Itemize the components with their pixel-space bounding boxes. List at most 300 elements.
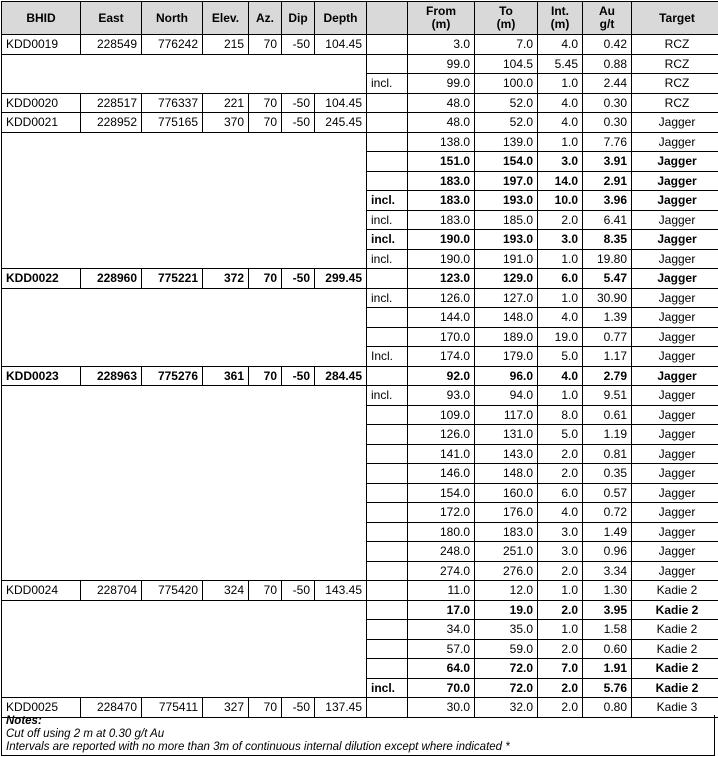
cell-incl [367, 425, 408, 445]
cell-depth [315, 522, 367, 542]
cell-dip [282, 132, 315, 152]
cell-east: 228960 [81, 269, 142, 289]
table-row [2, 620, 718, 640]
cell-az [249, 542, 282, 562]
cell-from: 183.0 [408, 171, 475, 191]
cell-target: Jagger [632, 444, 718, 464]
cell-from: 144.0 [408, 308, 475, 328]
cell-int: 4.0 [538, 35, 583, 55]
cell-dip [282, 425, 315, 445]
cell-elev [203, 152, 249, 172]
cell-int: 2.0 [538, 678, 583, 698]
cell-from: 48.0 [408, 113, 475, 133]
cell-int: 4.0 [538, 308, 583, 328]
cell-from: 126.0 [408, 425, 475, 445]
cell-from: 30.0 [408, 698, 475, 718]
cell-az [249, 522, 282, 542]
cell-int: 14.0 [538, 171, 583, 191]
cell-to: 185.0 [475, 210, 538, 230]
cell-au: 30.90 [583, 288, 632, 308]
cell-from: 17.0 [408, 600, 475, 620]
cell-int: 5.45 [538, 54, 583, 74]
cell-target: Jagger [632, 269, 718, 289]
cell-to: 148.0 [475, 308, 538, 328]
table-row [2, 581, 718, 601]
cell-elev: 324 [203, 581, 249, 601]
cell-az [249, 308, 282, 328]
cell-from: 183.0 [408, 210, 475, 230]
table-row [2, 35, 718, 55]
cell-depth [315, 561, 367, 581]
cell-bhid: KDD0022 [2, 269, 81, 289]
cell-int: 1.0 [538, 620, 583, 640]
cell-incl: Incl. [367, 347, 408, 367]
cell-to: 52.0 [475, 113, 538, 133]
cell-az [249, 191, 282, 211]
cell-depth: 104.45 [315, 35, 367, 55]
cell-to: 193.0 [475, 230, 538, 250]
cell-dip [282, 561, 315, 581]
cell-from: 64.0 [408, 659, 475, 679]
cell-north [142, 191, 203, 211]
header-to-line2: (m) [496, 17, 516, 31]
cell-from: 99.0 [408, 74, 475, 94]
cell-east [81, 210, 142, 230]
cell-depth: 299.45 [315, 269, 367, 289]
cell-au: 0.96 [583, 542, 632, 562]
cell-dip [282, 347, 315, 367]
header-to [475, 2, 538, 35]
cell-au: 0.30 [583, 93, 632, 113]
cell-depth [315, 639, 367, 659]
cell-az [249, 464, 282, 484]
cell-au: 0.57 [583, 483, 632, 503]
cell-elev: 370 [203, 113, 249, 133]
header-au-line1: Au [599, 4, 615, 18]
cell-dip [282, 230, 315, 250]
table-row [2, 327, 718, 347]
cell-dip [282, 288, 315, 308]
cell-az: 70 [249, 35, 282, 55]
cell-east: 228704 [81, 581, 142, 601]
cell-elev [203, 54, 249, 74]
cell-dip: -50 [282, 366, 315, 386]
cell-az: 70 [249, 113, 282, 133]
cell-target: Jagger [632, 483, 718, 503]
cell-au: 0.30 [583, 113, 632, 133]
cell-north [142, 288, 203, 308]
cell-az [249, 54, 282, 74]
cell-north [142, 639, 203, 659]
cell-bhid [2, 659, 81, 679]
cell-incl: incl. [367, 191, 408, 211]
table-row [2, 639, 718, 659]
cell-east: 228963 [81, 366, 142, 386]
cell-incl [367, 366, 408, 386]
cell-target: Kadie 2 [632, 659, 718, 679]
cell-elev: 327 [203, 698, 249, 718]
cell-depth [315, 54, 367, 74]
cell-az [249, 327, 282, 347]
cell-depth [315, 542, 367, 562]
cell-north [142, 210, 203, 230]
cell-incl [367, 269, 408, 289]
cell-depth [315, 230, 367, 250]
cell-east [81, 327, 142, 347]
cell-to: 143.0 [475, 444, 538, 464]
cell-incl: incl. [367, 288, 408, 308]
cell-int: 3.0 [538, 230, 583, 250]
cell-au: 5.76 [583, 678, 632, 698]
cell-from: 93.0 [408, 386, 475, 406]
cell-to: 160.0 [475, 483, 538, 503]
cell-au: 1.30 [583, 581, 632, 601]
cell-au: 1.39 [583, 308, 632, 328]
table-row [2, 54, 718, 74]
cell-elev [203, 503, 249, 523]
cell-elev [203, 464, 249, 484]
cell-dip [282, 483, 315, 503]
cell-from: 57.0 [408, 639, 475, 659]
cell-from: 183.0 [408, 191, 475, 211]
cell-depth [315, 210, 367, 230]
cell-au: 0.88 [583, 54, 632, 74]
cell-bhid [2, 308, 81, 328]
cell-bhid [2, 132, 81, 152]
cell-int: 8.0 [538, 405, 583, 425]
cell-au: 2.79 [583, 366, 632, 386]
cell-to: 193.0 [475, 191, 538, 211]
cell-to: 94.0 [475, 386, 538, 406]
cell-north [142, 152, 203, 172]
cell-east [81, 132, 142, 152]
cell-elev [203, 132, 249, 152]
cell-north [142, 620, 203, 640]
cell-dip: -50 [282, 113, 315, 133]
cell-au: 1.91 [583, 659, 632, 679]
cell-depth: 137.45 [315, 698, 367, 718]
header-from-line1: From [426, 4, 456, 18]
cell-dip: -50 [282, 698, 315, 718]
cell-bhid: KDD0019 [2, 35, 81, 55]
cell-az [249, 386, 282, 406]
cell-depth [315, 678, 367, 698]
cell-to: 191.0 [475, 249, 538, 269]
cell-elev [203, 561, 249, 581]
cell-target: Jagger [632, 542, 718, 562]
cell-from: 190.0 [408, 230, 475, 250]
cell-north: 775165 [142, 113, 203, 133]
cell-incl: incl. [367, 678, 408, 698]
cell-from: 274.0 [408, 561, 475, 581]
cell-dip [282, 191, 315, 211]
cell-incl [367, 444, 408, 464]
cell-int: 7.0 [538, 659, 583, 679]
cell-north: 775221 [142, 269, 203, 289]
cell-az [249, 620, 282, 640]
cell-au: 3.34 [583, 561, 632, 581]
cell-elev [203, 171, 249, 191]
cell-elev: 215 [203, 35, 249, 55]
cell-au: 6.41 [583, 210, 632, 230]
cell-from: 70.0 [408, 678, 475, 698]
cell-east [81, 191, 142, 211]
cell-dip [282, 522, 315, 542]
cell-incl [367, 132, 408, 152]
table-row [2, 444, 718, 464]
cell-target: RCZ [632, 35, 718, 55]
cell-dip [282, 171, 315, 191]
cell-to: 139.0 [475, 132, 538, 152]
header-bhid: BHID [2, 2, 81, 35]
cell-incl [367, 483, 408, 503]
table-row [2, 464, 718, 484]
cell-depth [315, 464, 367, 484]
cell-north [142, 386, 203, 406]
cell-bhid [2, 230, 81, 250]
cell-incl: incl. [367, 230, 408, 250]
cell-az [249, 171, 282, 191]
table-row [2, 678, 718, 698]
table-row [2, 561, 718, 581]
cell-east [81, 503, 142, 523]
cell-north [142, 503, 203, 523]
cell-from: 138.0 [408, 132, 475, 152]
header-au [583, 2, 632, 35]
cell-to: 59.0 [475, 639, 538, 659]
cell-depth [315, 405, 367, 425]
cell-to: 189.0 [475, 327, 538, 347]
cell-east [81, 678, 142, 698]
cell-au: 2.91 [583, 171, 632, 191]
cell-az [249, 600, 282, 620]
table-row [2, 132, 718, 152]
cell-dip [282, 152, 315, 172]
cell-depth [315, 503, 367, 523]
cell-target: Jagger [632, 561, 718, 581]
cell-dip [282, 600, 315, 620]
cell-to: 96.0 [475, 366, 538, 386]
cell-dip [282, 464, 315, 484]
cell-depth [315, 308, 367, 328]
cell-bhid [2, 171, 81, 191]
cell-bhid [2, 483, 81, 503]
cell-from: 99.0 [408, 54, 475, 74]
cell-bhid: KDD0024 [2, 581, 81, 601]
cell-bhid [2, 74, 81, 94]
cell-to: 197.0 [475, 171, 538, 191]
cell-incl [367, 54, 408, 74]
cell-east [81, 171, 142, 191]
cell-au: 0.35 [583, 464, 632, 484]
cell-depth [315, 288, 367, 308]
cell-bhid [2, 210, 81, 230]
cell-bhid [2, 522, 81, 542]
cell-bhid [2, 288, 81, 308]
cell-target: Jagger [632, 503, 718, 523]
cell-elev [203, 425, 249, 445]
cell-from: 48.0 [408, 93, 475, 113]
cell-az: 70 [249, 581, 282, 601]
cell-bhid [2, 249, 81, 269]
cell-elev [203, 308, 249, 328]
table-row [2, 113, 718, 133]
table-row [2, 347, 718, 367]
header-target: Target [632, 2, 718, 35]
cell-bhid: KDD0020 [2, 93, 81, 113]
cell-east: 228470 [81, 698, 142, 718]
cell-east [81, 444, 142, 464]
cell-int: 2.0 [538, 210, 583, 230]
cell-from: 180.0 [408, 522, 475, 542]
cell-bhid [2, 678, 81, 698]
cell-elev [203, 542, 249, 562]
header-incl [367, 2, 408, 35]
cell-north: 775411 [142, 698, 203, 718]
cell-incl [367, 581, 408, 601]
cell-dip: -50 [282, 93, 315, 113]
cell-target: Kadie 3 [632, 698, 718, 718]
cell-au: 19.80 [583, 249, 632, 269]
cell-dip [282, 639, 315, 659]
cell-au: 0.81 [583, 444, 632, 464]
cell-to: 100.0 [475, 74, 538, 94]
drill-results-table [1, 1, 718, 718]
cell-incl [367, 561, 408, 581]
cell-elev [203, 191, 249, 211]
cell-east [81, 54, 142, 74]
cell-to: 183.0 [475, 522, 538, 542]
cell-target: Jagger [632, 308, 718, 328]
cell-az: 70 [249, 269, 282, 289]
cell-east [81, 522, 142, 542]
cell-east [81, 347, 142, 367]
cell-dip [282, 74, 315, 94]
cell-az [249, 405, 282, 425]
cell-az [249, 230, 282, 250]
cell-north [142, 74, 203, 94]
cell-from: 170.0 [408, 327, 475, 347]
cell-az [249, 678, 282, 698]
table-row [2, 366, 718, 386]
cell-from: 172.0 [408, 503, 475, 523]
cell-bhid [2, 444, 81, 464]
cell-incl [367, 464, 408, 484]
cell-depth [315, 132, 367, 152]
cell-bhid [2, 561, 81, 581]
cell-int: 5.0 [538, 347, 583, 367]
cell-target: Jagger [632, 386, 718, 406]
cell-target: Jagger [632, 113, 718, 133]
cell-depth [315, 386, 367, 406]
cell-int: 4.0 [538, 503, 583, 523]
cell-east [81, 600, 142, 620]
cell-au: 0.72 [583, 503, 632, 523]
cell-depth [315, 74, 367, 94]
cell-from: 11.0 [408, 581, 475, 601]
cell-east [81, 561, 142, 581]
cell-bhid [2, 620, 81, 640]
cell-dip [282, 327, 315, 347]
header-dip: Dip [282, 2, 315, 35]
cell-from: 248.0 [408, 542, 475, 562]
table-row [2, 269, 718, 289]
header-az: Az. [249, 2, 282, 35]
cell-incl [367, 542, 408, 562]
cell-bhid [2, 464, 81, 484]
cell-au: 0.77 [583, 327, 632, 347]
cell-east: 228952 [81, 113, 142, 133]
cell-bhid [2, 54, 81, 74]
cell-az [249, 74, 282, 94]
cell-incl: incl. [367, 210, 408, 230]
cell-dip [282, 620, 315, 640]
cell-elev [203, 659, 249, 679]
cell-az: 70 [249, 366, 282, 386]
cell-az [249, 288, 282, 308]
cell-elev [203, 483, 249, 503]
cell-depth: 245.45 [315, 113, 367, 133]
cell-depth: 284.45 [315, 366, 367, 386]
cell-elev: 361 [203, 366, 249, 386]
cell-elev: 372 [203, 269, 249, 289]
cell-az [249, 444, 282, 464]
notes-line-cutoff: Cut off using 2 m at 0.30 g/t Au [6, 728, 165, 740]
cell-east [81, 639, 142, 659]
cell-incl: incl. [367, 386, 408, 406]
cell-from: 141.0 [408, 444, 475, 464]
cell-from: 123.0 [408, 269, 475, 289]
cell-az: 70 [249, 698, 282, 718]
cell-au: 3.95 [583, 600, 632, 620]
cell-au: 0.61 [583, 405, 632, 425]
cell-target: Jagger [632, 425, 718, 445]
cell-from: 109.0 [408, 405, 475, 425]
cell-to: 117.0 [475, 405, 538, 425]
cell-elev [203, 249, 249, 269]
cell-east [81, 230, 142, 250]
cell-target: Kadie 2 [632, 600, 718, 620]
cell-elev [203, 327, 249, 347]
table-header-row [2, 2, 718, 35]
cell-target: RCZ [632, 74, 718, 94]
cell-au: 3.91 [583, 152, 632, 172]
cell-to: 176.0 [475, 503, 538, 523]
cell-bhid [2, 503, 81, 523]
cell-east [81, 288, 142, 308]
cell-au: 1.17 [583, 347, 632, 367]
cell-au: 5.47 [583, 269, 632, 289]
table-row [2, 522, 718, 542]
cell-az [249, 425, 282, 445]
cell-target: Jagger [632, 288, 718, 308]
cell-elev [203, 230, 249, 250]
table-row [2, 152, 718, 172]
cell-au: 3.96 [583, 191, 632, 211]
cell-north: 776337 [142, 93, 203, 113]
cell-to: 129.0 [475, 269, 538, 289]
cell-target: Jagger [632, 210, 718, 230]
table-row [2, 308, 718, 328]
cell-incl [367, 639, 408, 659]
cell-to: 131.0 [475, 425, 538, 445]
cell-incl [367, 35, 408, 55]
cell-incl [367, 620, 408, 640]
cell-to: 12.0 [475, 581, 538, 601]
table-row [2, 386, 718, 406]
cell-int: 5.0 [538, 425, 583, 445]
cell-depth [315, 191, 367, 211]
